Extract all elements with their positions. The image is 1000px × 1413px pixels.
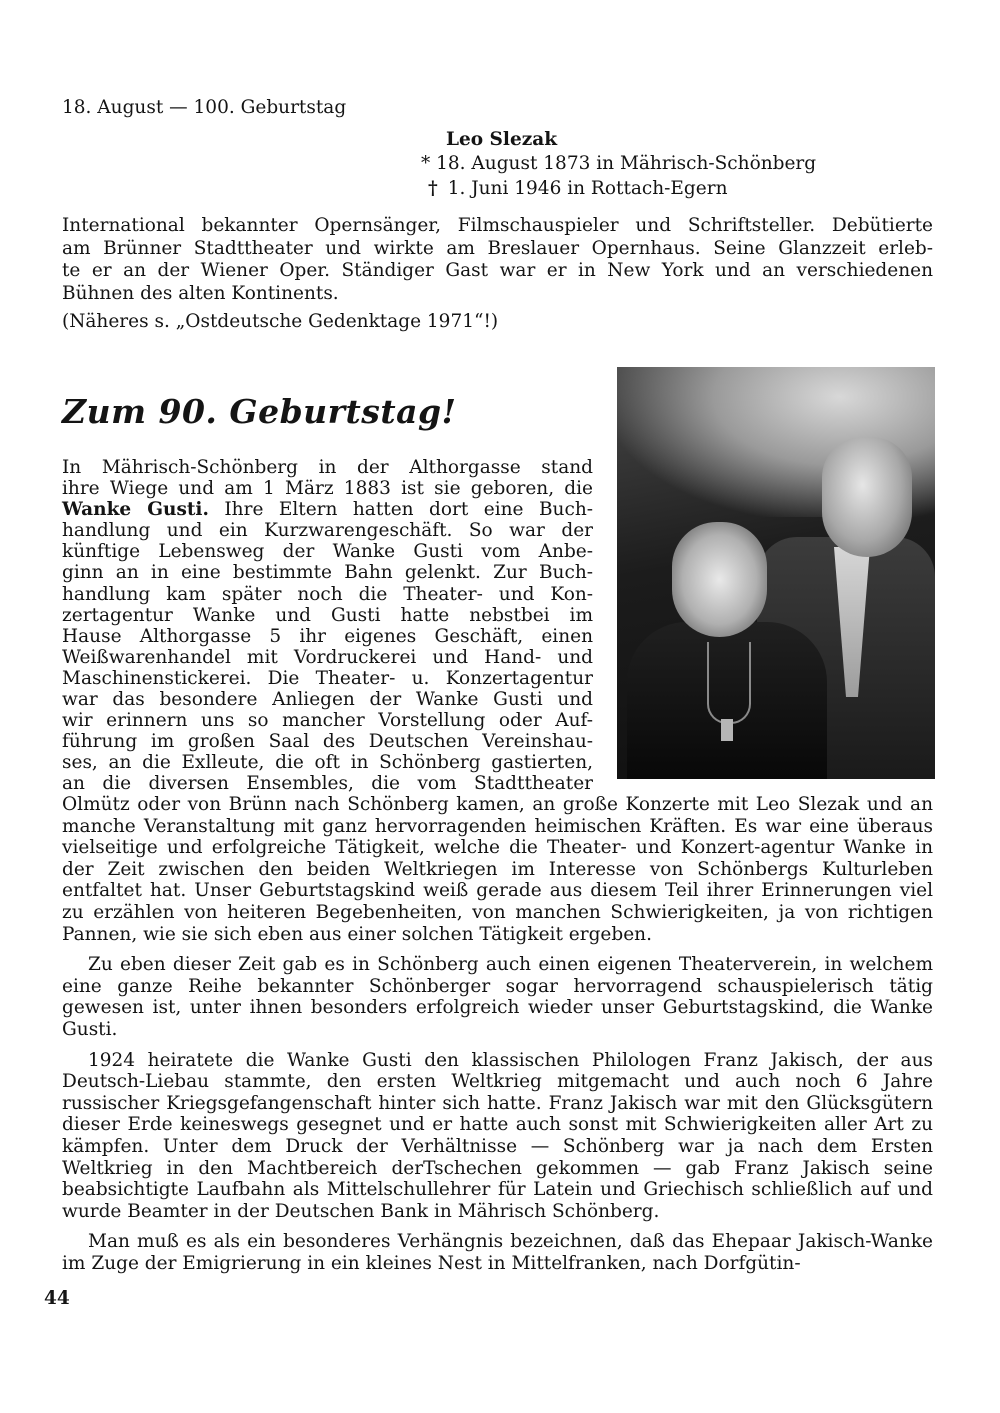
person-name: Leo Slezak: [446, 129, 558, 150]
death-text: 1. Juni 1946 in Rottach-Egern: [447, 178, 728, 199]
column-line: an die diversen Ensembles, die vom Stadttheater: [62, 773, 593, 795]
column-line: war das besondere Anliegen der Wanke Gusti und: [62, 689, 593, 711]
anniversary-date-line: 18. August — 100. Geburtstag: [62, 97, 347, 118]
column-line: führung im großen Saal des Deutschen Vereinshau-: [62, 731, 593, 753]
couple-photo: [617, 367, 935, 779]
dagger-symbol: †: [428, 178, 438, 199]
column-line: ginn an in eine bestimmte Bahn gelenkt. Zur Buch-: [62, 562, 593, 584]
paragraph-3: 1924 heiratete die Wanke Gusti den klassischen Philologen Franz Jakisch, der aus Deutsch-Liebau stammte, den ersten Weltkrieg mitgemacht und auch noch 6 Jahre russischer Kriegsgefangenschaft hinter sich hatte. Franz Jakisch war mit den Glücksgütern dieser Erde keineswegs gesegnet und er hatte auch sonst mit Schwierigkeiten aller Art zu kämpfen. Unter dem Druck der Verhältnisse — Schönberg war ja nach dem Ersten Weltkrieg in den Machtbereich derTschechen gekommen — gab Franz Jakisch seine beabsichtigte Laufbahn als Mittelschullehrer für Latein und Griechisch schließlich auf und wurde Beamter in der Deutschen Bank in Mährisch Schönberg.: [62, 1049, 933, 1222]
column-line: wir erinnern uns so mancher Vorstellung oder Auf-: [62, 710, 593, 732]
column-line: ses, an die Exlleute, die oft in Schönberg gastierten,: [62, 752, 593, 774]
column-line: Wanke Gusti. Ihre Eltern hatten dort eine Buch-: [62, 499, 593, 521]
biography-line: Bühnen des alten Kontinents.: [62, 282, 339, 304]
birth-line: * 18. August 1873 in Mährisch-Schönberg: [421, 153, 817, 174]
biography-text: [62, 215, 933, 305]
column-line: Maschinenstickerei. Die Theater- u. Konzertagentur: [62, 667, 593, 689]
column-line: handlung kam später noch die Theater- und Kon-: [62, 583, 593, 605]
biography-line: International bekannter Opernsänger, Filmschauspieler und Schriftsteller. Debütierte: [62, 215, 933, 236]
paragraph-1-continuation: Olmütz oder von Brünn nach Schönberg kamen, an große Konzerte mit Leo Slezak und an manche Veranstaltung mit ganz hervorragenden heimischen Kräften. Es war eine überaus vielseitige und erfolgreiche Tätigkeit, welche die Theater- und Konzert-agentur Wanke in der Zeit zwischen den beiden Weltkriegen im Interesse von Schönbergs Kulturleben entfaltet hat. Unser Geburtstagskind weiß gerade aus diesem Teil ihrer Erinnerungen viel zu erzählen von heiteren Begebenheiten, von manchen Schwierigkeiten, ja von richtigen Pannen, wie sie sich eben aus einer solchen Tätigkeit ergeben.: [62, 794, 933, 945]
column-line: In Mährisch-Schönberg in der Althorgasse stand: [62, 457, 593, 478]
paragraph-4: Man muß es als ein besonderes Verhängnis bezeichnen, daß das Ehepaar Jakisch-Wanke im Zuge der Emigrierung in ein kleines Nest in Mittelfranken, nach Dorfgütin-: [62, 1231, 933, 1274]
death-line: [428, 178, 727, 199]
column-line: Weißwarenhandel mit Vordruckerei und Hand- und: [62, 646, 593, 668]
paragraph-2: Zu eben dieser Zeit gab es in Schönberg auch einen eigenen Theaterverein, in welchem eine ganze Reihe bekannter Schönberger sogar hervorragend schauspielerisch tätig gewesen ist, unter ihnen besonders erfolgreich wieder unser Geburtstagskind, die Wanke Gusti.: [62, 954, 933, 1040]
reference-note: (Näheres s. „Ostdeutsche Gedenktage 1971“!): [62, 311, 499, 332]
article-body: [62, 794, 933, 1274]
page-number: 44: [44, 1288, 70, 1309]
article-column-text: [62, 457, 593, 795]
article-heading: Zum 90. Geburtstag!: [62, 392, 457, 431]
column-line: künftige Lebensweg der Wanke Gusti vom Anbe-: [62, 541, 593, 563]
column-line: Hause Althorgasse 5 ihr eigenes Geschäft, einen: [62, 625, 593, 647]
column-line: handlung und ein Kurzwarengeschäft. So war der: [62, 520, 593, 542]
biography-line: te er an der Wiener Oper. Ständiger Gast war er in New York und an verschiedenen: [62, 260, 933, 281]
column-line: zertagentur Wanke und Gusti hatte nebstbei im: [62, 604, 593, 626]
biography-line: am Brünner Stadttheater und wirkte am Breslauer Opernhaus. Seine Glanzzeit erleb-: [62, 237, 933, 259]
column-line: ihre Wiege und am 1 März 1883 ist sie geboren, die: [62, 478, 593, 500]
